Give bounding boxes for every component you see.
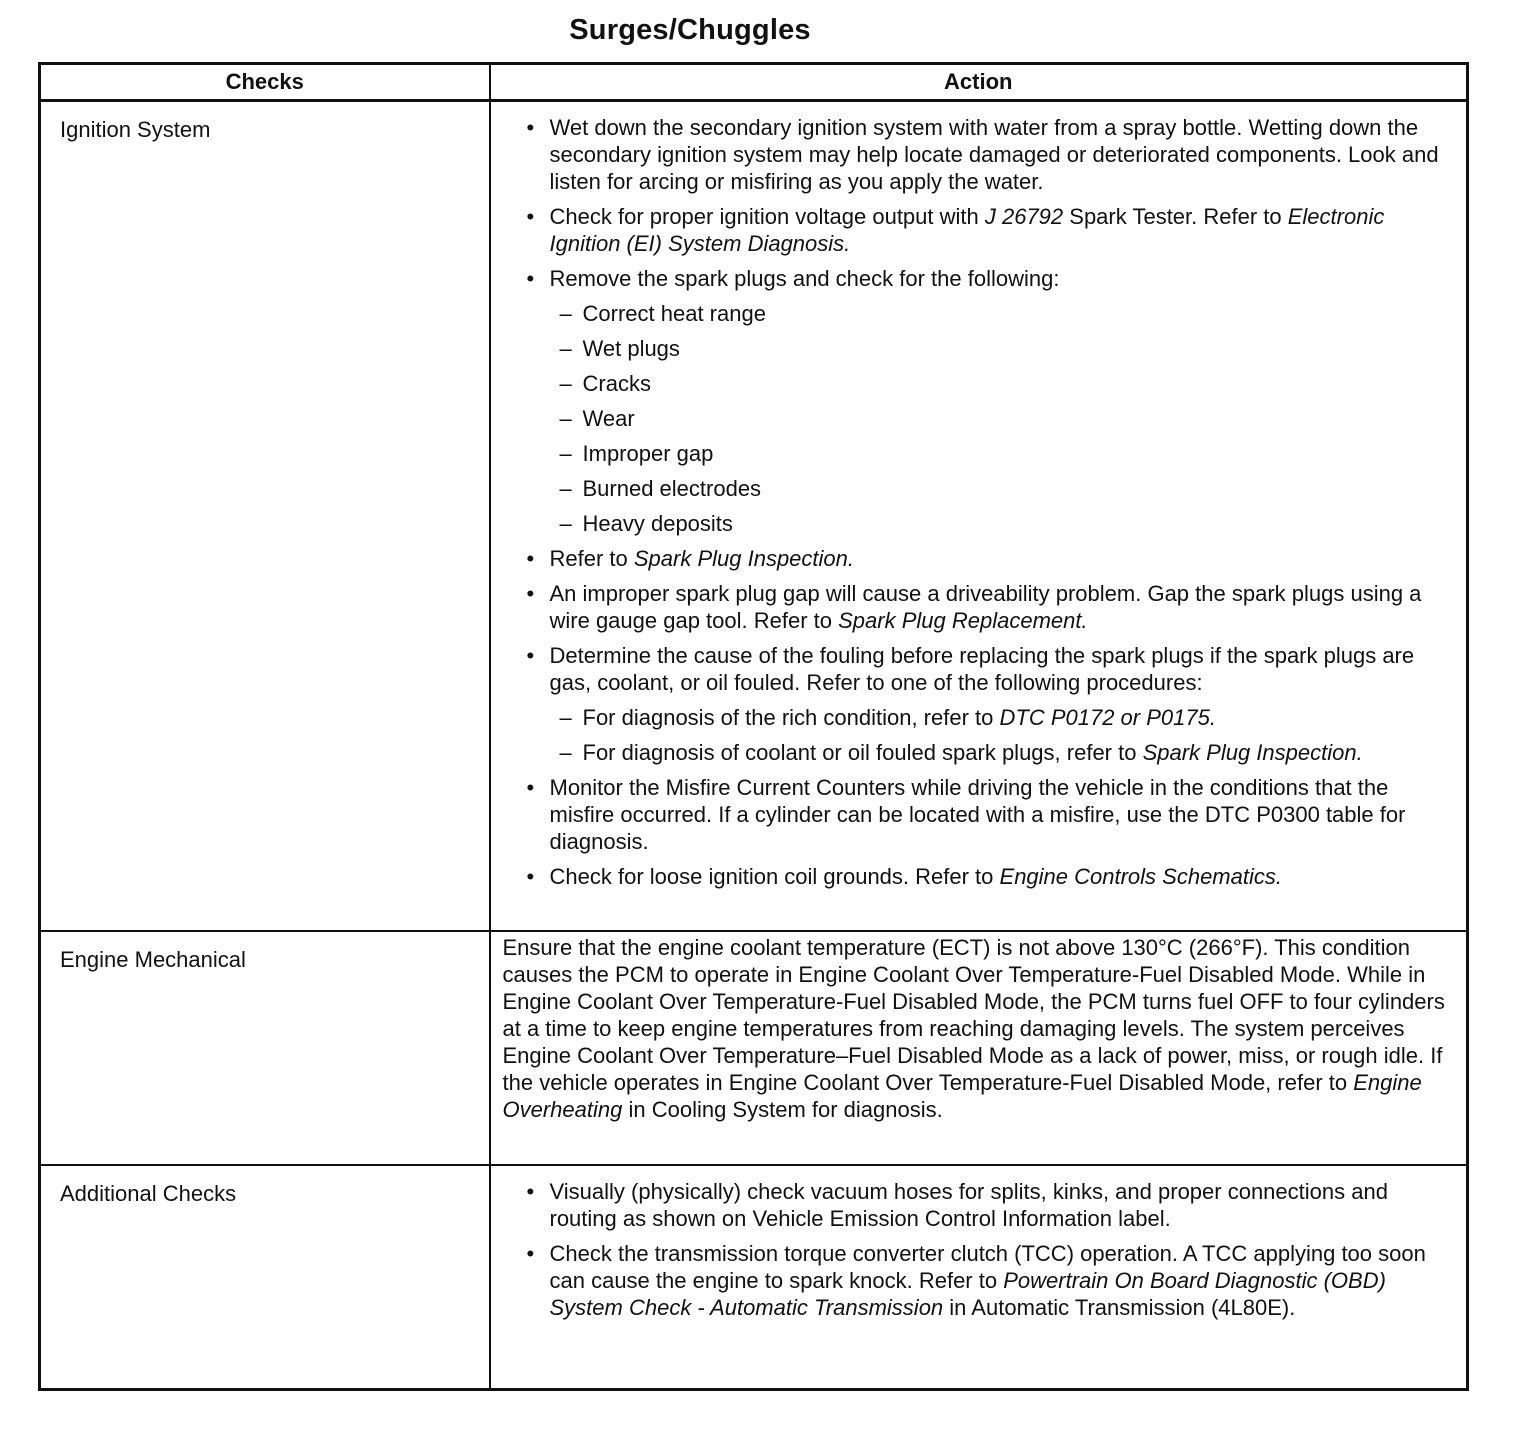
sub-item: – Correct heat range (550, 300, 1453, 327)
sub-list (550, 300, 1453, 537)
bullet-list (503, 114, 1453, 890)
bullet-item: • Visually (physically) check vacuum hoses for splits, kinks, and proper connections and routing as shown on Vehicle Emission Control Information label. (503, 1178, 1453, 1232)
action-paragraph: Ensure that the engine coolant temperature (ECT) is not above 130°C (266°F). This condition causes the PCM to operate in Engine Coolant Over Temperature-Fuel Disabled Mode. While in Engine Coolant Over Temperature-Fuel Disabled Mode, the PCM turns fuel OFF to four cylinders at a time to keep engine temperatures from reaching damaging levels. The system perceives Engine Coolant Over Temperature–Fuel Disabled Mode as a lack of power, miss, or rough idle. If the vehicle operates in Engine Coolant Over Temperature-Fuel Disabled Mode, refer to Engine Overheating in Cooling System for diagnosis. (502, 935, 1445, 1122)
action-ignition-system (490, 101, 1468, 932)
cross-reference: Electronic Ignition (EI) System Diagnosis. (549, 204, 1385, 256)
bullet-item: • Wet down the secondary ignition system with water from a spray bottle. Wetting down the secondary ignition system may help locate damaged or deteriorated components. Look and listen for arcing or misfiring as you apply the water. (503, 114, 1453, 195)
check-engine-mechanical: Engine Mechanical (40, 931, 490, 1165)
bullet-item: • Check for proper ignition voltage output with J 26792 Spark Tester. Refer to Electronic Ignition (EI) System Diagnosis. (503, 203, 1453, 257)
action-additional-checks (490, 1165, 1468, 1390)
cross-reference: Spark Plug Inspection. (633, 546, 855, 571)
column-header-checks: Checks (40, 64, 490, 101)
table-row (40, 1165, 1468, 1390)
table-header-row (40, 64, 1468, 101)
cross-reference: Powertrain On Board Diagnostic (OBD) System Check - Automatic Transmission (549, 1268, 1386, 1320)
sub-item: – Improper gap (550, 440, 1453, 467)
bullet-item: • Check for loose ignition coil grounds. Refer to Engine Controls Schematics. (503, 863, 1453, 890)
tool-reference: J 26792 (984, 204, 1064, 229)
page-title: Surges/Chuggles (569, 14, 811, 46)
bullet-item: • An improper spark plug gap will cause a driveability problem. Gap the spark plugs using a wire gauge gap tool. Refer to Spark Plug Replacement. (503, 580, 1453, 634)
sub-item: – For diagnosis of the rich condition, refer to DTC P0172 or P0175. (550, 704, 1453, 731)
check-additional-checks: Additional Checks (40, 1165, 490, 1390)
sub-item: – For diagnosis of coolant or oil fouled spark plugs, refer to Spark Plug Inspection. (550, 739, 1453, 766)
bullet-list (503, 1178, 1453, 1321)
sub-item: – Heavy deposits (550, 510, 1453, 537)
bullet-item: • Refer to Spark Plug Inspection. (503, 545, 1453, 572)
cross-reference: Engine Overheating (502, 1070, 1422, 1122)
sub-item: – Burned electrodes (550, 475, 1453, 502)
sub-item: – Cracks (550, 370, 1453, 397)
table-row (40, 931, 1468, 1165)
cross-reference: Spark Plug Inspection. (1142, 740, 1363, 765)
sub-item: – Wear (550, 405, 1453, 432)
column-header-action: Action (490, 64, 1468, 101)
bullet-item: • Check the transmission torque converter clutch (TCC) operation. A TCC applying too soon can cause the engine to spark knock. Refer to Powertrain On Board Diagnostic (OBD) System Check - Automatic Transmission in Automatic Transmission (4L80E). (503, 1240, 1453, 1321)
action-engine-mechanical (490, 931, 1468, 1165)
check-ignition-system: Ignition System (40, 101, 490, 932)
sub-list (550, 704, 1453, 766)
diagnostic-table (38, 62, 1469, 1391)
cross-reference: Engine Controls Schematics. (999, 864, 1282, 889)
bullet-item: • Monitor the Misfire Current Counters while driving the vehicle in the conditions that the misfire occurred. If a cylinder can be located with a misfire, use the DTC P0300 table for diagnosis. (503, 774, 1453, 855)
bullet-item: • Determine the cause of the fouling before replacing the spark plugs if the spark plugs are gas, coolant, or oil fouled. Refer to one of the following procedures: – For diagnosis of the rich condition, refer to DTC P0172 or P0175. – For diagnosis of coolant or oil fouled spark plugs, refer to Spark Plug Inspection. (503, 642, 1453, 766)
table-row (40, 101, 1468, 932)
bullet-item: • Remove the spark plugs and check for the following: – Correct heat range – Wet plugs – Cracks – Wear – Improper gap – Burned electrodes – Heavy deposits (503, 265, 1453, 537)
cross-reference: DTC P0172 or P0175. (999, 705, 1216, 730)
cross-reference: Spark Plug Replacement. (838, 608, 1088, 633)
sub-item: – Wet plugs (550, 335, 1453, 362)
